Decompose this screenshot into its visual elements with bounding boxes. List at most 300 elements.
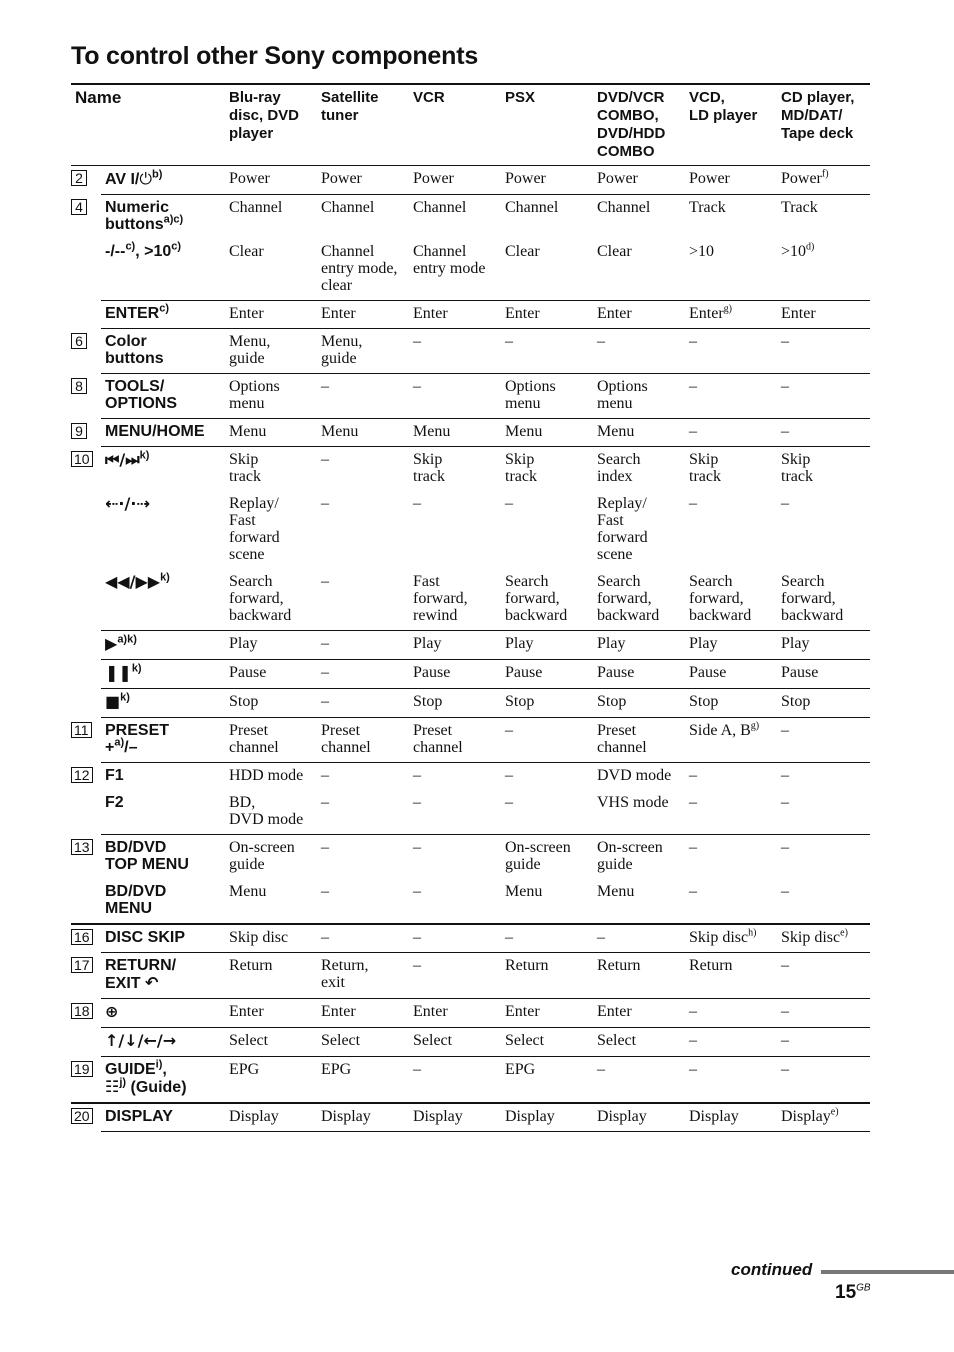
function-text: Return [505,957,549,974]
function-cell [409,953,501,999]
function-cell [409,689,501,718]
key-number: 13 [71,839,93,855]
button-name-cell [101,491,225,569]
function-text: – [689,767,697,784]
button-name: BD/DVD MENU [105,883,167,917]
button-name: F2 [105,794,124,811]
function-text: Pause [505,664,543,681]
function-cell [409,569,501,631]
function-cell [685,763,777,791]
function-text: Enter [597,305,632,322]
footnote-ref: k) [131,662,142,675]
table-row [71,835,870,880]
function-cell [501,660,593,689]
function-text: – [321,378,329,395]
function-text: – [505,333,513,350]
function-text: Skip track [505,451,537,485]
button-name-cell [101,301,225,329]
function-text: Play [413,635,442,652]
function-text: Skip track [689,451,721,485]
function-text: Return, exit [321,957,369,991]
button-name-cell [101,329,225,374]
function-text: Enter [597,1003,632,1020]
function-cell [685,195,777,240]
function-cell [777,569,870,631]
function-text: >10 [781,243,807,260]
function-text: VHS mode [597,794,669,811]
function-text: Display [321,1108,371,1125]
function-text: Select [321,1032,361,1049]
function-cell [225,763,317,791]
function-cell [317,195,409,240]
function-cell [409,166,501,195]
function-text: Stop [597,693,627,710]
function-cell [777,447,870,492]
function-text: – [597,1061,605,1078]
function-text: Select [597,1032,637,1049]
key-number-cell [71,195,101,240]
page-number-suffix: GB [856,1282,871,1294]
function-text: Menu [597,423,635,440]
function-cell [225,660,317,689]
function-text: Replay/ Fast forward scene [597,495,648,563]
function-text: Play [505,635,534,652]
button-name: BD/DVD TOP MENU [105,839,189,873]
table-row [71,631,870,660]
page-title: To control other Sony components [71,42,479,70]
button-name: TOOLS/ OPTIONS [105,378,178,412]
function-text: HDD mode [229,767,304,784]
function-text: Power [781,170,822,187]
key-number-cell [71,239,101,301]
function-cell [225,999,317,1028]
function-text: – [321,767,329,784]
function-cell [225,835,317,880]
button-name: DISC SKIP [105,929,186,946]
function-text: Skip track [413,451,445,485]
function-text: EPG [229,1061,260,1078]
function-cell [225,329,317,374]
key-number-cell [71,1057,101,1104]
function-cell [777,631,870,660]
function-cell [685,660,777,689]
function-text: Display [229,1108,279,1125]
footnote-ref: c) [125,240,136,253]
function-cell [225,718,317,763]
function-cell [685,447,777,492]
key-number-cell [71,835,101,880]
function-text: Options menu [229,378,280,412]
function-cell [685,631,777,660]
function-cell [225,879,317,924]
function-cell [593,195,685,240]
key-number: 11 [71,722,92,738]
page-number [835,1282,871,1304]
function-text: Channel [321,199,375,216]
function-cell [685,879,777,924]
function-text: – [413,883,421,900]
function-cell [317,631,409,660]
function-text: Stop [781,693,811,710]
function-cell [225,239,317,301]
key-number-cell [71,374,101,419]
function-text: Channel [505,199,559,216]
function-cell [501,166,593,195]
function-text: Channel [229,199,283,216]
function-cell [685,790,777,835]
table-row [71,569,870,631]
function-cell [317,924,409,953]
button-name-cell [101,1028,225,1057]
function-text: – [781,883,789,900]
function-cell [225,689,317,718]
return-icon: ↶ [145,973,159,992]
function-text: – [505,794,513,811]
function-cell [317,879,409,924]
button-name-cell [101,419,225,447]
function-cell [225,447,317,492]
function-cell [501,447,593,492]
function-text: Enter [689,305,724,322]
function-cell [777,1057,870,1104]
footnote-ref: e) [840,927,848,939]
function-text: – [413,767,421,784]
key-number-cell [71,763,101,791]
table-row [71,999,870,1028]
key-number: 18 [71,1003,93,1019]
function-cell [685,924,777,953]
function-text: – [321,635,329,652]
function-cell [409,631,501,660]
button-name-cell [101,1103,225,1132]
function-text: – [321,664,329,681]
function-cell [501,301,593,329]
function-cell [317,166,409,195]
key-number: 16 [71,929,93,945]
function-cell [777,718,870,763]
key-number: 20 [71,1108,93,1124]
function-cell [685,569,777,631]
key-number-cell [71,879,101,924]
function-text: Enter [413,1003,448,1020]
continued-label: continued [731,1260,813,1279]
function-text: Clear [505,243,540,260]
function-text: Clear [597,243,632,260]
function-text: – [781,495,789,512]
function-text: Enter [413,305,448,322]
function-cell [501,1057,593,1104]
function-text: Menu [229,423,267,440]
button-name: MENU/HOME [105,423,205,440]
button-name-cell [101,239,225,301]
footnote-ref: h) [748,927,757,939]
function-text: Side A, B [689,722,751,739]
table-row [71,1103,870,1132]
function-cell [593,1103,685,1132]
function-cell [501,718,593,763]
function-cell [501,239,593,301]
key-number: 19 [71,1061,93,1077]
column-header-device: Satellite tuner [317,84,409,166]
function-text: – [781,957,789,974]
table-row [71,689,870,718]
function-cell [501,374,593,419]
table-row [71,447,870,492]
function-text: – [781,423,789,440]
column-header-device: DVD/VCR COMBO, DVD/HDD COMBO [593,84,685,166]
key-number-cell [71,419,101,447]
function-cell [685,329,777,374]
footnote-ref: a)k) [117,633,137,646]
function-cell [225,301,317,329]
function-cell [593,491,685,569]
function-cell [409,763,501,791]
function-text: Skip track [781,451,813,485]
button-name-cell [101,660,225,689]
button-name: AV I/ [105,171,140,188]
function-text: Stop [413,693,443,710]
function-cell [685,689,777,718]
function-text: Display [781,1108,831,1125]
function-cell [317,1103,409,1132]
function-text: BD, DVD mode [229,794,304,828]
function-cell [225,374,317,419]
function-cell [777,329,870,374]
button-name-cell [101,447,225,492]
function-text: Select [229,1032,269,1049]
function-cell [777,301,870,329]
function-text: – [413,957,421,974]
function-text: – [413,495,421,512]
function-cell [225,790,317,835]
button-name-cell [101,689,225,718]
function-cell [501,689,593,718]
function-cell [317,419,409,447]
function-text: Options menu [505,378,556,412]
function-text: – [781,839,789,856]
function-text: – [321,495,329,512]
table-row [71,1028,870,1057]
play-icon: ▶ [105,634,118,653]
key-number: 2 [71,170,87,186]
footnote-ref: k) [139,449,150,462]
function-cell [593,329,685,374]
table-row [71,195,870,240]
function-cell [501,491,593,569]
function-text: On-screen guide [505,839,571,873]
table-row [71,924,870,953]
function-cell [777,166,870,195]
column-header-device: Blu-ray disc, DVD player [225,84,317,166]
function-text: Select [413,1032,453,1049]
function-cell [501,953,593,999]
function-cell [409,374,501,419]
function-text: DVD mode [597,767,672,784]
function-text: Channel entry mode, clear [321,243,398,294]
stop-icon: ■ [105,692,121,711]
function-text: Pause [229,664,267,681]
button-name-cell [101,166,225,195]
function-cell [317,239,409,301]
function-cell [501,631,593,660]
button-name: -/-- [105,243,126,260]
key-number-cell [71,329,101,374]
function-cell [317,447,409,492]
function-cell [593,879,685,924]
function-text: Stop [689,693,719,710]
function-cell [593,1057,685,1104]
function-cell [501,419,593,447]
function-text: Menu [229,883,267,900]
footnote-ref: a)c) [163,213,184,226]
function-text: Play [689,635,718,652]
function-cell [317,569,409,631]
function-text: Play [781,635,810,652]
function-text: Search forward, backward [781,573,844,624]
function-text: Replay/ Fast forward scene [229,495,280,563]
function-cell [317,999,409,1028]
function-cell [409,660,501,689]
function-cell [593,763,685,791]
function-cell [317,790,409,835]
page-number-value: 15 [835,1282,857,1303]
function-text: Enter [781,305,816,322]
function-text: Power [505,170,546,187]
function-text: Channel [597,199,651,216]
function-cell [409,924,501,953]
function-text: Menu [321,423,359,440]
function-cell [777,239,870,301]
function-cell [593,447,685,492]
key-number: 6 [71,333,87,349]
function-text: – [321,693,329,710]
function-cell [317,689,409,718]
function-cell [317,374,409,419]
key-number: 12 [71,767,93,783]
button-name-cell [101,924,225,953]
button-name-cell [101,718,225,763]
button-name: Numeric buttons [105,199,170,233]
function-text: – [505,929,513,946]
function-cell [501,569,593,631]
button-name-cell [101,879,225,924]
key-number-cell [71,1103,101,1132]
table-row [71,1057,870,1104]
function-cell [409,835,501,880]
function-text: – [321,839,329,856]
function-cell [317,835,409,880]
function-cell [501,1028,593,1057]
function-cell [593,239,685,301]
function-cell [777,790,870,835]
function-cell [225,491,317,569]
function-text: Return [229,957,273,974]
function-cell [225,631,317,660]
function-cell [317,491,409,569]
button-name-part: /– [124,739,138,756]
function-text: Search forward, backward [689,573,752,624]
function-text: – [781,794,789,811]
function-cell [685,718,777,763]
button-name-cell [101,631,225,660]
function-text: Enter [505,305,540,322]
replay-advance-icon: ⇠·/·⇢ [105,494,150,513]
function-cell [685,491,777,569]
enter-circle-icon: ⊕ [105,1002,119,1021]
key-number-cell [71,1028,101,1057]
function-cell [777,374,870,419]
footnote-ref: j) [119,1076,127,1089]
function-cell [225,1057,317,1104]
function-cell [225,419,317,447]
function-cell [685,953,777,999]
function-cell [317,1028,409,1057]
key-number: 10 [71,451,93,467]
function-text: Menu [505,423,543,440]
function-text: Power [413,170,454,187]
key-number-cell [71,447,101,492]
function-text: Search forward, backward [505,573,568,624]
table-header-row [71,84,870,166]
function-cell [317,1057,409,1104]
function-text: – [413,1061,421,1078]
function-text: – [689,1061,697,1078]
function-text: Play [597,635,626,652]
function-cell [409,239,501,301]
function-text: – [689,794,697,811]
function-text: Power [321,170,362,187]
function-text: Channel entry mode [413,243,486,277]
function-cell [685,999,777,1028]
table-row [71,718,870,763]
table-row [71,374,870,419]
function-text: – [689,333,697,350]
pause-icon: ❚❚ [105,663,132,682]
function-text: – [781,378,789,395]
function-cell [501,790,593,835]
button-name-cell [101,374,225,419]
table-row [71,239,870,301]
function-text: Menu, guide [321,333,363,367]
function-cell [409,195,501,240]
footnote-ref: c) [171,240,182,253]
function-text: – [781,722,789,739]
footnote-ref: g) [723,303,732,315]
function-text: – [781,333,789,350]
function-text: Clear [229,243,264,260]
function-cell [593,718,685,763]
key-number-cell [71,689,101,718]
function-text: – [321,794,329,811]
function-text: Menu [413,423,451,440]
function-cell [225,195,317,240]
key-number-cell [71,718,101,763]
function-text: Search forward, backward [229,573,292,624]
button-name: F1 [105,767,124,784]
table-row [71,953,870,999]
function-cell [225,166,317,195]
function-text: Preset channel [413,722,463,756]
button-name: ENTER [105,305,160,322]
function-text: – [689,378,697,395]
key-number-cell [71,924,101,953]
function-text: Return [689,957,733,974]
function-text: Skip disc [229,929,289,946]
function-text: – [321,883,329,900]
function-cell [777,689,870,718]
function-cell [501,999,593,1028]
function-text: – [781,1003,789,1020]
